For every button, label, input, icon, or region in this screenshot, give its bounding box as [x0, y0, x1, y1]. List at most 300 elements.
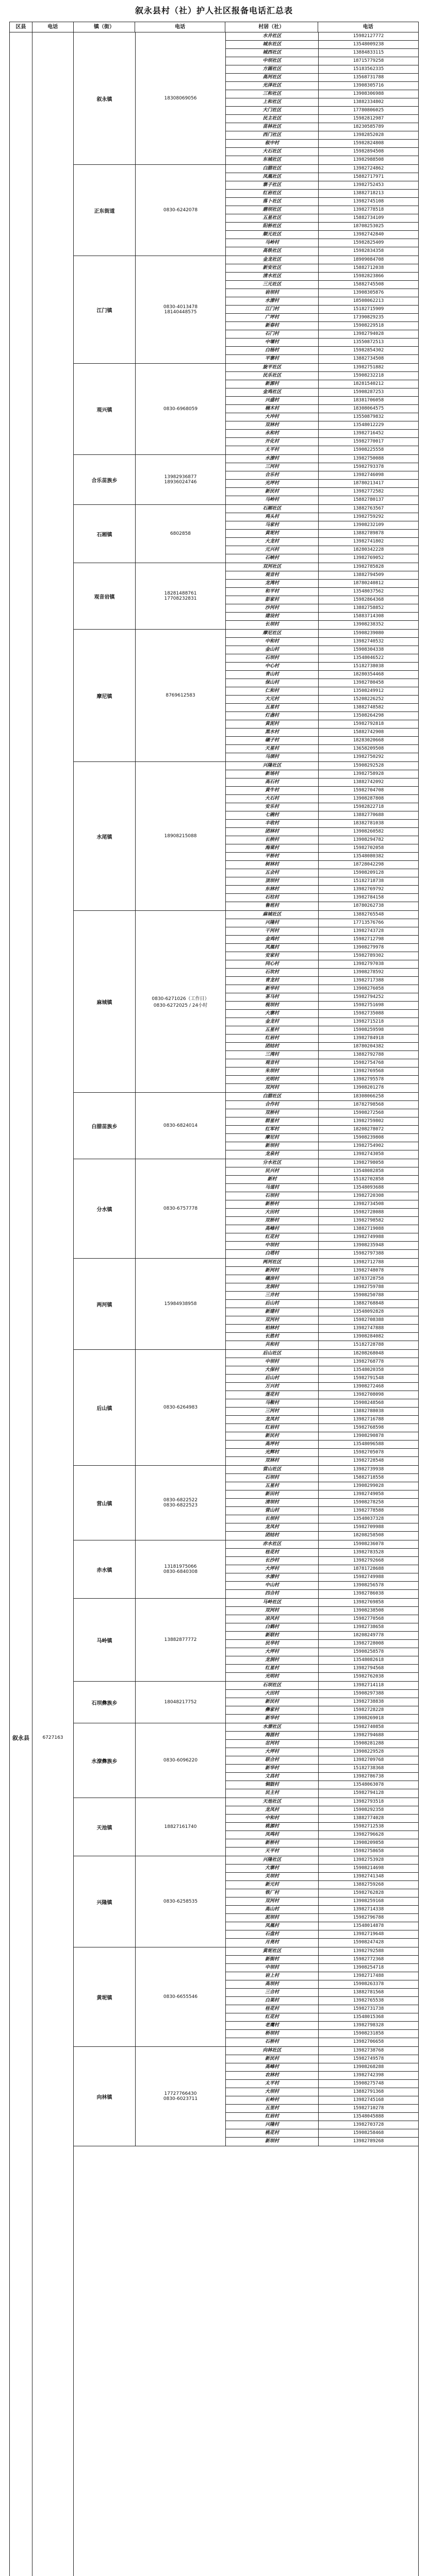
table-row [226, 1930, 418, 1939]
village-phone: 15982708388 [353, 1317, 384, 1323]
village-phone: 15908239080 [353, 631, 384, 636]
village-name: 四合村 [226, 1590, 319, 1598]
village-phone: 13908299028 [353, 1483, 384, 1488]
table-row [226, 115, 418, 123]
table-row [226, 1698, 418, 1706]
table-row [226, 853, 418, 861]
village-phone: 13908229528 [353, 1749, 384, 1754]
village-name: 大石社区 [226, 148, 319, 156]
table-row [226, 1532, 418, 1540]
table-row [226, 1109, 418, 1117]
village-name: 红花村 [226, 2013, 319, 2021]
village-name: 后山村 [226, 1300, 319, 1308]
village-name: 鲁班村 [226, 902, 319, 910]
village-phone: 13982792668 [353, 1558, 384, 1563]
village-rows [226, 911, 418, 1092]
town-name: 石厢镇 [74, 505, 136, 563]
table-row [226, 1217, 418, 1225]
village-name: 安乐村 [226, 803, 319, 811]
village-name: 莲花村 [226, 1391, 319, 1399]
village-name: 仁和村 [226, 687, 319, 695]
village-phone: 13882758852 [353, 605, 384, 611]
village-phone: 18780240812 [353, 581, 384, 586]
table-row [226, 2113, 418, 2121]
table-row [226, 1482, 418, 1490]
table-row [226, 2030, 418, 2038]
village-phone: 13548080382 [353, 854, 384, 859]
village-name: 七碗村 [226, 811, 319, 819]
table-row [226, 421, 418, 430]
table-row [226, 256, 418, 264]
town-group [74, 165, 418, 256]
village-name: 东林村 [226, 886, 319, 893]
table-row [226, 762, 418, 770]
header-county: 区县 [10, 22, 32, 32]
village-phone: 18708253025 [353, 224, 384, 229]
village-phone: 13982765538 [353, 1998, 384, 2003]
village-name: 合乐村 [226, 471, 319, 479]
village-phone: 13982769052 [353, 555, 384, 561]
table-row [226, 1010, 418, 1018]
table-row [226, 654, 418, 663]
village-phone: 15982791548 [353, 1376, 384, 1381]
table-row [226, 1956, 418, 1964]
table-row [226, 231, 418, 239]
village-phone: 13908272468 [353, 1384, 384, 1389]
village-phone: 13982706658 [353, 2039, 384, 2044]
table-row [226, 446, 418, 454]
village-phone: 13982794568 [353, 1666, 384, 1671]
village-name: 农林村 [226, 2072, 319, 2079]
town-group [74, 455, 418, 505]
village-phone: 13982798328 [353, 2023, 384, 2028]
table-row [226, 2022, 418, 2030]
table-header [10, 22, 418, 32]
village-phone: 13982747888 [353, 1326, 384, 1331]
village-phone: 13982786038 [353, 1591, 384, 1596]
village-phone: 13982720308 [353, 1193, 384, 1198]
table-row [226, 1002, 418, 1010]
table-row [226, 588, 418, 596]
table-row [226, 1540, 418, 1549]
village-phone: 15908258578 [353, 1649, 384, 1654]
village-phone: 15882742908 [353, 730, 384, 735]
village-name: 双河村 [226, 1897, 319, 1905]
village-phone: 13982794688 [353, 1733, 384, 1738]
village-phone: 13908235948 [353, 1243, 384, 1248]
town-name: 正东街道 [74, 165, 136, 256]
village-phone: 13982741802 [353, 539, 384, 544]
town-phone: 0830-6824014 [136, 1093, 226, 1159]
village-phone: 13882718213 [353, 191, 384, 196]
village-name: 清坝村 [226, 1499, 319, 1506]
village-rows [226, 1682, 418, 1723]
table-row [226, 977, 418, 985]
table-row [226, 1391, 418, 1399]
village-name: 中和村 [226, 1815, 319, 1822]
village-phone: 15982822718 [353, 804, 384, 809]
table-row [226, 1732, 418, 1740]
village-name: 龙凤村 [226, 1806, 319, 1814]
village-name: 顺元社区 [226, 231, 319, 239]
table-row [226, 74, 418, 82]
village-phone: 15982762828 [353, 1890, 384, 1895]
table-row [226, 1067, 418, 1076]
table-row [226, 1673, 418, 1681]
village-phone: 18208268048 [353, 1351, 384, 1356]
table-row [226, 521, 418, 530]
village-phone: 18508062213 [353, 298, 384, 303]
village-name: 合作村 [226, 1101, 319, 1109]
village-name: 群星村 [226, 1117, 319, 1125]
village-phone: 15982834358 [353, 248, 384, 253]
village-phone: 15908275748 [353, 2081, 384, 2086]
table-row [226, 1457, 418, 1465]
village-phone: 13908278592 [353, 970, 384, 975]
village-name: 兴盛村 [226, 397, 319, 404]
table-row [226, 1665, 418, 1673]
village-phone: 13884833115 [353, 50, 384, 55]
table-row [226, 1740, 418, 1748]
village-rows [226, 165, 418, 256]
village-name: 天星村 [226, 745, 319, 753]
village-phone: 13548009238 [353, 42, 384, 47]
village-rows [226, 2047, 418, 2146]
village-name: 高铁社区 [226, 247, 319, 256]
village-phone: 13982778588 [353, 1508, 384, 1513]
table-row [226, 563, 418, 571]
village-name: 新民村 [226, 1432, 319, 1440]
village-name: 新元村 [226, 1881, 319, 1889]
table-row [226, 1897, 418, 1906]
town-group [74, 1947, 418, 2047]
table-row [226, 306, 418, 314]
table-row [226, 1018, 418, 1026]
table-row [226, 969, 418, 977]
table-row [226, 430, 418, 438]
village-phone: 13982769858 [353, 1600, 384, 1605]
village-phone: 15908225558 [353, 447, 384, 452]
village-name: 麻城社区 [226, 911, 319, 919]
village-name: 水潦村 [226, 1573, 319, 1581]
village-name: 新民村 [226, 2055, 319, 2063]
village-name: 新安社区 [226, 264, 319, 272]
town-phone: 18908215088 [136, 762, 226, 910]
table-row [226, 2013, 418, 2022]
village-name: 中山村 [226, 1582, 319, 1589]
table-row [226, 1640, 418, 1648]
village-name: 团结村 [226, 1043, 319, 1050]
report-table [9, 22, 419, 2576]
town-group [74, 563, 418, 630]
village-name: 分水社区 [226, 1159, 319, 1167]
village-name: 摩尼村 [226, 1134, 319, 1142]
village-name: 桃源村 [226, 1823, 319, 1831]
table-row [226, 1856, 418, 1865]
village-name: 龙凤村 [226, 1416, 319, 1423]
table-row [226, 405, 418, 413]
table-row [226, 397, 418, 405]
village-phone: 15982731738 [353, 2006, 384, 2011]
village-phone: 13982752453 [353, 182, 384, 188]
table-row [226, 1366, 418, 1375]
town-name: 营山镇 [74, 1466, 136, 1540]
village-name: 中坝村 [226, 1964, 319, 1972]
village-phone: 18728042298 [353, 862, 384, 867]
table-row [226, 1399, 418, 1408]
county-name: 叙永县 [10, 32, 32, 2576]
village-name: 双林村 [226, 421, 319, 429]
village-phone: 13982717388 [353, 978, 384, 983]
village-name: 红军村 [226, 1126, 319, 1133]
village-phone: 15908281288 [353, 1741, 384, 1746]
village-phone: 18715779258 [353, 58, 384, 63]
village-name: 双河村 [226, 1084, 319, 1092]
village-name: 广坪村 [226, 314, 319, 321]
table-row [226, 1806, 418, 1815]
village-phone: 15908231858 [353, 2031, 384, 2036]
town-group [74, 1259, 418, 1350]
village-name: 民乐社区 [226, 372, 319, 380]
table-row [226, 90, 418, 98]
town-name: 黄坭镇 [74, 1947, 136, 2046]
village-name: 兴隆社区 [226, 1856, 319, 1864]
table-row [226, 1184, 418, 1192]
table-row [226, 2105, 418, 2113]
village-name: 向林社区 [226, 2047, 319, 2055]
village-name: 苗林社区 [226, 123, 319, 131]
table-row [226, 960, 418, 969]
village-phone: 15908297388 [353, 1691, 384, 1696]
village-name: 三元社区 [226, 281, 319, 289]
table-row [226, 239, 418, 247]
village-name: 石柱村 [226, 894, 319, 902]
village-name: 大坪村 [226, 1565, 319, 1573]
village-name: 平寨村 [226, 355, 319, 363]
village-phone: 13548037328 [353, 1516, 384, 1521]
village-name: 三井村 [226, 1292, 319, 1299]
village-phone: 13982724862 [353, 166, 384, 171]
village-phone: 13908209858 [353, 1840, 384, 1845]
village-name: 水井社区 [226, 32, 319, 40]
village-name: 三湾村 [226, 1051, 319, 1059]
village-name: 石坎村 [226, 969, 319, 976]
village-phone: 13882781568 [353, 1990, 384, 1995]
town-name: 水潦彝族乡 [74, 1723, 136, 1798]
table-row [226, 1026, 418, 1035]
village-phone: 17780806025 [353, 108, 384, 113]
table-row [226, 1449, 418, 1457]
town-phone: 0830-6968059 [136, 364, 226, 454]
table-row [226, 546, 418, 554]
table-row [226, 728, 418, 737]
village-phone: 13908201278 [353, 1085, 384, 1090]
village-name: 红花村 [226, 1233, 319, 1241]
table-row [226, 1424, 418, 1432]
table-row [226, 1416, 418, 1424]
table-row [226, 1059, 418, 1067]
village-phone: 18281540212 [353, 381, 384, 386]
table-row [226, 877, 418, 886]
table-row [226, 1233, 418, 1242]
village-phone: 18782798568 [353, 1102, 384, 1107]
village-name: 泥坝村 [226, 1914, 319, 1922]
table-row [226, 247, 418, 256]
village-name: 高山村 [226, 1906, 319, 1913]
village-name: 天池社区 [226, 1798, 319, 1806]
village-name: 高坝村 [226, 1980, 319, 1988]
village-phone: 15882712038 [353, 265, 384, 270]
village-phone: 13982734508 [353, 1201, 384, 1207]
village-phone: 13982786738 [353, 1774, 384, 1779]
village-phone: 15982704708 [353, 788, 384, 793]
table-row [226, 1358, 418, 1366]
village-name: 马道村 [226, 1184, 319, 1192]
town-phone: 0830-6258535 [136, 1856, 226, 1947]
village-phone: 13982792588 [353, 1948, 384, 1954]
village-phone: 13982759788 [353, 1284, 384, 1290]
village-name: 光明村 [226, 1076, 319, 1083]
table-row [226, 704, 418, 712]
village-phone: 13548063078 [353, 1782, 384, 1787]
village-name: 元兴村 [226, 546, 319, 554]
village-phone: 15908258468 [353, 2130, 384, 2136]
village-name: 同心村 [226, 960, 319, 968]
table-row [226, 2063, 418, 2072]
village-name: 茶马村 [226, 993, 319, 1001]
village-phone: 13882334802 [353, 99, 384, 105]
table-row [226, 1656, 418, 1665]
village-phone: 13982741348 [353, 1874, 384, 1879]
village-phone: 15982770017 [353, 439, 384, 444]
village-phone: 13982778518 [353, 207, 384, 212]
table-row [226, 82, 418, 90]
town-name: 叙永镇 [74, 32, 136, 164]
village-rows [226, 1466, 418, 1540]
village-phone: 15982728228 [353, 1707, 384, 1713]
table-row [226, 696, 418, 704]
village-name: 光泽社区 [226, 82, 319, 90]
village-phone: 13982797038 [353, 961, 384, 967]
village-phone: 13982749058 [353, 1492, 384, 1497]
table-row [226, 32, 418, 41]
table-row [226, 273, 418, 281]
village-name: 双桥村 [226, 1109, 319, 1117]
village-name: 大田村 [226, 1690, 319, 1698]
table-row [226, 1308, 418, 1316]
table-row [226, 1873, 418, 1881]
village-rows [226, 1798, 418, 1856]
table-row [226, 1225, 418, 1233]
village-phone: 13908260582 [353, 829, 384, 834]
village-phone: 13982738768 [353, 2048, 384, 2053]
table-row [226, 1922, 418, 1930]
table-row [226, 1432, 418, 1440]
village-name: 摩尼社区 [226, 630, 319, 637]
table-row [226, 1350, 418, 1358]
town-name: 合乐苗族乡 [74, 455, 136, 504]
village-name: 水潦村 [226, 297, 319, 305]
town-name: 两河镇 [74, 1259, 136, 1349]
table-row [226, 380, 418, 388]
village-name: 赤水社区 [226, 1540, 319, 1548]
village-phone: 13908238508 [353, 1608, 384, 1613]
town-phone: 0830-6757778 [136, 1159, 226, 1258]
village-rows [226, 1259, 418, 1349]
village-name: 金鸡社区 [226, 388, 319, 396]
table-row [226, 1839, 418, 1848]
village-phone: 13908268288 [353, 2064, 384, 2070]
table-row [226, 936, 418, 944]
village-phone: 13982796628 [353, 1832, 384, 1837]
village-name: 石盘村 [226, 1930, 319, 1938]
village-name: 碾房村 [226, 1275, 319, 1283]
town-phone: 13882877772 [136, 1599, 226, 1681]
town-phone: 18827161740 [136, 1798, 226, 1856]
village-name: 黄牛村 [226, 787, 319, 794]
table-row [226, 1549, 418, 1557]
village-phone: 13882748582 [353, 705, 384, 710]
table-row [226, 811, 418, 820]
town-group [74, 1599, 418, 1682]
town-group [74, 364, 418, 455]
table-row [226, 1573, 418, 1582]
village-name: 新华村 [226, 985, 319, 993]
village-phone: 13658209508 [353, 746, 384, 751]
village-name: 石厢社区 [226, 505, 319, 513]
village-phone: 15982794128 [353, 1790, 384, 1795]
village-phone: 15182738038 [353, 664, 384, 669]
table-row [226, 1093, 418, 1101]
village-phone: 13908256578 [353, 1583, 384, 1588]
table-row [226, 181, 418, 190]
village-name: 大寨村 [226, 1865, 319, 1872]
village-phone: 13982709768 [353, 1757, 384, 1762]
village-name: 团结村 [226, 1532, 319, 1540]
village-phone: 15908263378 [353, 1981, 384, 1987]
village-phone: 13508264298 [353, 713, 384, 718]
village-rows [226, 1723, 418, 1798]
village-name: 太平村 [226, 446, 319, 454]
village-name: 青山村 [226, 671, 319, 679]
village-name: 磨坝社区 [226, 206, 319, 214]
village-phone: 13548092828 [353, 1309, 384, 1314]
village-phone: 15908272568 [353, 1110, 384, 1115]
table-row [226, 1989, 418, 1997]
table-row [226, 1815, 418, 1823]
village-name: 大龙村 [226, 538, 319, 546]
table-row [226, 1490, 418, 1499]
village-rows [226, 1350, 418, 1465]
table-row [226, 1715, 418, 1723]
table-row [226, 571, 418, 580]
village-name: 龙洞村 [226, 1656, 319, 1664]
table-row [226, 770, 418, 778]
village-phone: 13550872513 [353, 340, 384, 345]
village-phone: 13982743728 [353, 928, 384, 934]
village-phone: 18208249778 [353, 1633, 384, 1638]
town-phone: 0830-6096220 [136, 1723, 226, 1798]
table-row [226, 1523, 418, 1532]
table-row [226, 1615, 418, 1623]
table-row [226, 107, 418, 115]
village-name: 碾子村 [226, 737, 319, 744]
village-phone: 13982759802 [353, 1118, 384, 1124]
village-name: 金龙村 [226, 1018, 319, 1026]
village-phone: 13982703728 [353, 2122, 384, 2127]
village-phone: 15982770568 [353, 1616, 384, 1621]
table-row [226, 1831, 418, 1839]
